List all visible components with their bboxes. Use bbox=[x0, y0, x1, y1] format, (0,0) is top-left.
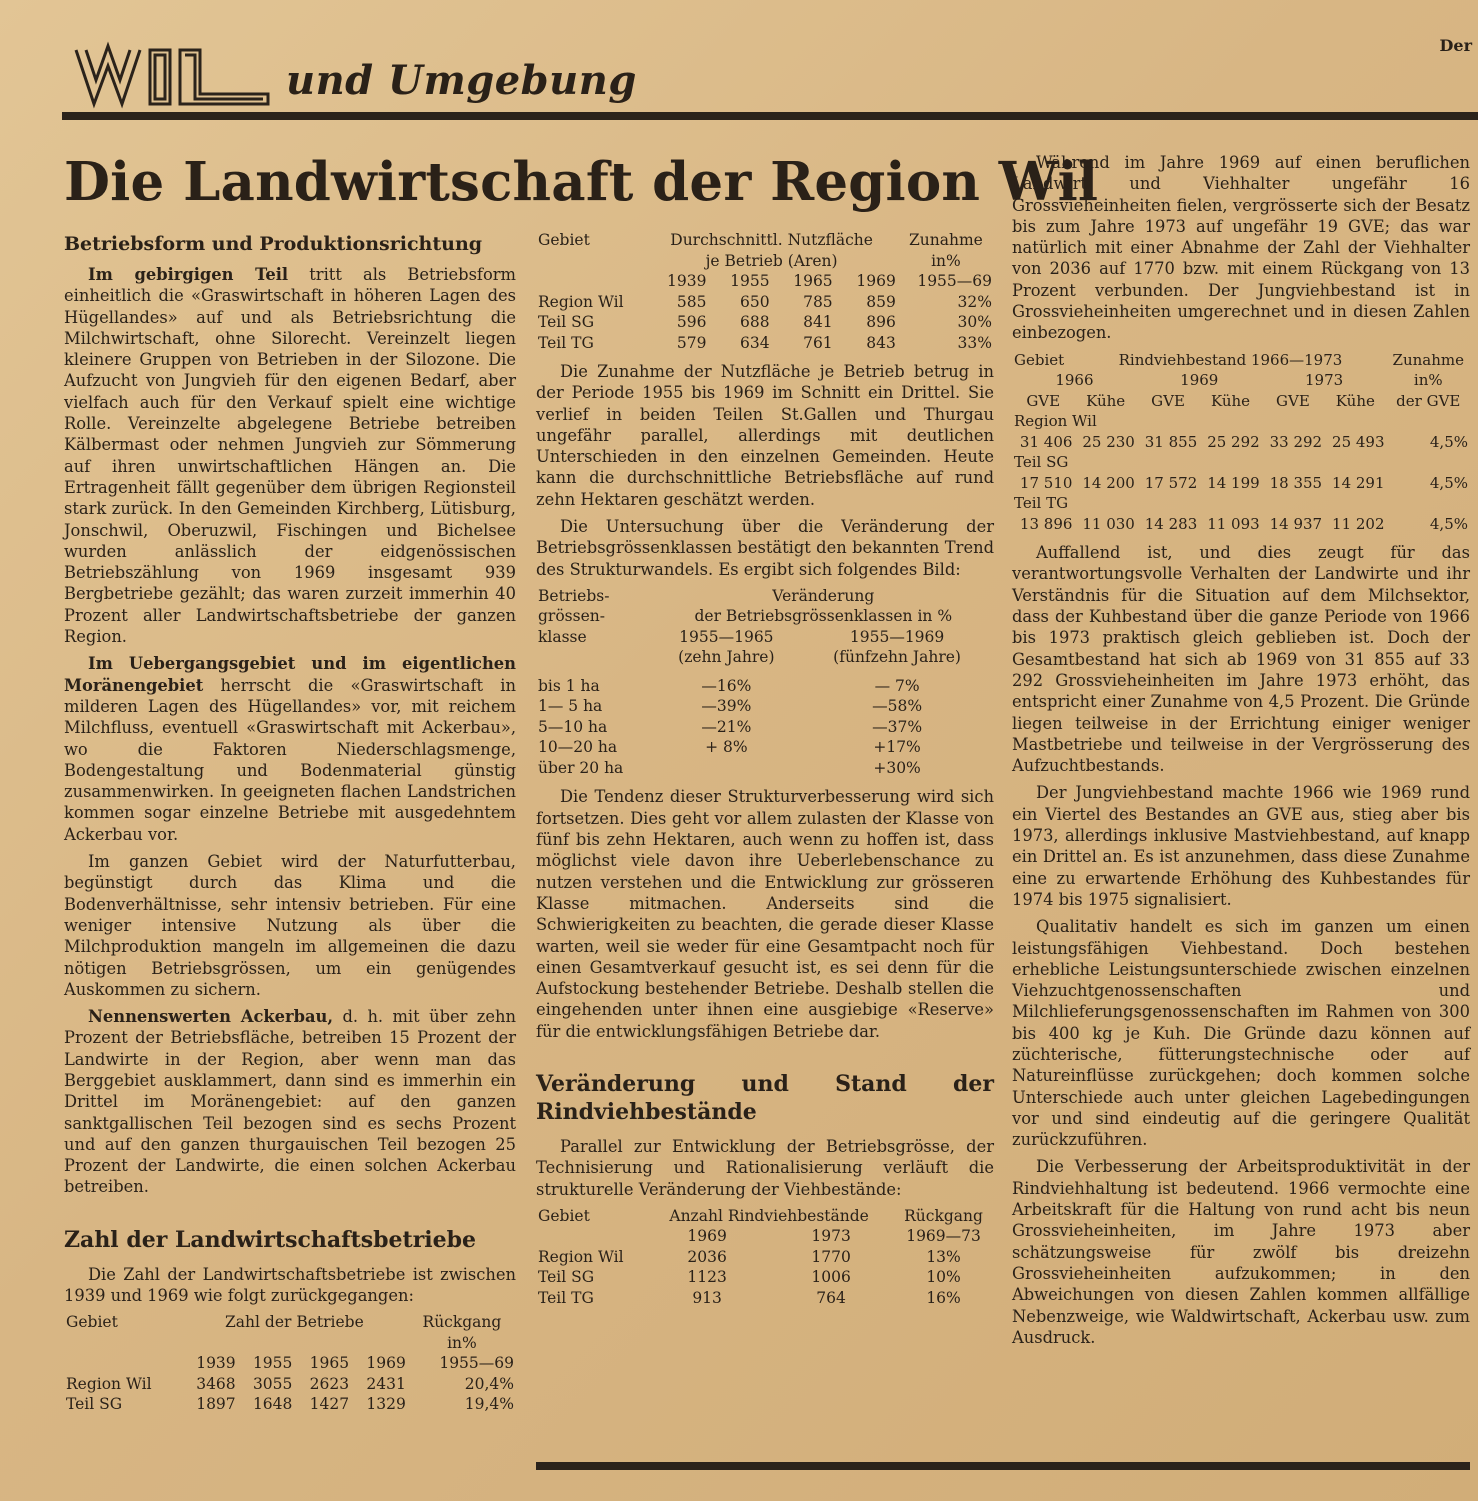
table-header: Zahl der Betriebe bbox=[225, 1313, 364, 1332]
table-row bbox=[64, 1374, 516, 1395]
body-text: tritt als Betriebsform einheitlich die «Graswirtschaft in höheren Lagen des Hügellandes» auf und als Betriebsrichtung die Milchwirtschaft, ohne Silorecht. Vereinzelt liegen kleinere Gruppen von Betrieben in der Silozone. Die Aufzucht von Jungvieh für den eigenen Bedarf, aber vielfach auch für den Verkauf spielt eine wichtige Rolle. Vereinzelte abgelegene Betriebe betreiben Kälbermast oder nehmen Jungvieh zur Sömmerung auf ihren unwirtschaftlichen Hängen an. Die Ertragenheit fällt gegenüber dem übrigen Regionsteil stark zurück. In den Gemeinden Kirchberg, Lütisburg, Jonschwil, Oberuzwil, Fischingen und Bichelsee wurden anlässlich der eidgenössischen Betriebszählung von 1969 insgesamt 939 Bergbetriebe gezählt; das waren zurzeit immerhin 40 Prozent aller Landwirtschaftsbetriebe der ganzen Region. bbox=[64, 265, 516, 647]
bottom-rule bbox=[536, 1462, 1470, 1470]
table-row bbox=[536, 1267, 994, 1288]
table-year: 1969—73 bbox=[906, 1227, 981, 1246]
table-header: GVE bbox=[1151, 391, 1185, 410]
table-header-row bbox=[536, 627, 994, 648]
lead-text: Nennenswerten Ackerbau, bbox=[88, 1007, 334, 1027]
table-cell: 1427 bbox=[309, 1395, 350, 1414]
table-year: 1969 bbox=[856, 272, 896, 290]
table-header: Veränderung bbox=[772, 586, 875, 605]
table-cell: 32% bbox=[957, 292, 992, 311]
table-header-row bbox=[1012, 350, 1470, 371]
table-year: 1939 bbox=[196, 1354, 236, 1373]
table-year: 1973 bbox=[1305, 371, 1344, 390]
spacer bbox=[536, 1048, 994, 1070]
table-header: Durchschnittl. Nutzfläche bbox=[670, 231, 873, 249]
table-header: in% bbox=[447, 1333, 477, 1352]
table-cell: Teil SG bbox=[1014, 453, 1069, 472]
table-cell: 2431 bbox=[366, 1374, 406, 1393]
table-cell: 1006 bbox=[811, 1268, 851, 1287]
table-year: 1966 bbox=[1055, 371, 1094, 390]
table-cell: Teil TG bbox=[538, 333, 594, 352]
table-cell: — 7% bbox=[874, 676, 920, 695]
table-header: der Betriebsgrössenklassen in % bbox=[694, 607, 953, 626]
table-row bbox=[536, 1247, 994, 1268]
table-cell: 688 bbox=[739, 313, 770, 331]
table-cell: 4,5% bbox=[1429, 514, 1468, 533]
table-cell: 1897 bbox=[196, 1395, 236, 1414]
table-cell: 19,4% bbox=[464, 1395, 514, 1414]
corner-text: Der bbox=[1439, 36, 1472, 55]
table-header: in% bbox=[931, 251, 961, 270]
table-row bbox=[536, 333, 994, 354]
table-cell: 14 937 bbox=[1269, 514, 1323, 533]
paragraph: Auffallend ist, und dies zeugt für das verantwortungsvolle Verhalten der Landwirte und ihr Verständnis für die Situation auf dem Milchsektor, dass der Kuhbestand über die ganze Periode von 1966 bis 1973 praktisch gleich geblieben ist. Doch der Gesamtbestand hat sich ab 1969 von 31 855 auf 33 292 Grossvieheinheiten im Jahre 1973 erhöht, das entspricht einer Zunahme von 4,5 Prozent. Die Gründe liegen teilweise in der Errichtung einiger weniger Mastbetriebe und teilweise in der Vergrösserung des Aufzuchtbestands. bbox=[1012, 543, 1470, 776]
heading-rindviehbestaende: Veränderung und Stand der Rindviehbestände bbox=[536, 1071, 994, 1126]
table-header: 1955—1969 bbox=[849, 627, 945, 646]
table-cell: 31 855 bbox=[1144, 432, 1198, 451]
table-cell: 843 bbox=[866, 333, 896, 352]
column-3 bbox=[1012, 152, 1470, 1354]
table-row bbox=[536, 758, 994, 779]
table-cell: 579 bbox=[676, 333, 707, 352]
table-cell: 1770 bbox=[811, 1247, 851, 1266]
table-cell: 11 202 bbox=[1332, 514, 1385, 533]
table-row bbox=[536, 1288, 994, 1309]
column-1 bbox=[64, 232, 516, 1423]
wil-logo bbox=[74, 31, 270, 108]
table-row bbox=[536, 717, 994, 738]
table-cell: Teil SG bbox=[538, 1268, 595, 1287]
table-year: 1955—69 bbox=[917, 272, 992, 290]
paragraph: Im ganzen Gebiet wird der Naturfutterbau, begünstigt durch das Klima und die Bodenverhältnisse, sehr intensiv betrieben. Für eine weniger intensive Nutzung als über die Milchproduktion mangeln im allgemeinen die dazu nötigen Betriebsgrössen, um ein genügendes Auskommen zu sichern. bbox=[64, 852, 516, 999]
table-header: klasse bbox=[538, 627, 587, 646]
table-cell: 14 199 bbox=[1207, 473, 1260, 492]
table-cell: 25 230 bbox=[1082, 432, 1135, 451]
table-cell: 761 bbox=[803, 333, 833, 352]
table-cell: 1648 bbox=[252, 1395, 293, 1414]
table-cell: 3468 bbox=[196, 1374, 236, 1393]
table-row bbox=[536, 292, 994, 313]
table-cell: Teil TG bbox=[538, 1288, 594, 1307]
table-cell: 2036 bbox=[687, 1247, 727, 1266]
table-cell: 18 355 bbox=[1269, 473, 1323, 492]
table-cell: Region Wil bbox=[538, 292, 624, 311]
table-row bbox=[536, 676, 994, 697]
table-row bbox=[1012, 473, 1470, 494]
table-cell: 10% bbox=[926, 1268, 961, 1287]
article-title: Die Landwirtschaft der Region Wil bbox=[64, 151, 1099, 213]
table-cell: 25 292 bbox=[1207, 432, 1260, 451]
table-cell: +17% bbox=[873, 738, 921, 757]
paragraph: Die Zahl der Landwirtschaftsbetriebe ist zwischen 1939 und 1969 wie folgt zurückgegangen: bbox=[64, 1264, 516, 1306]
table-header: der GVE bbox=[1396, 391, 1461, 410]
table-cell: 33% bbox=[957, 333, 992, 352]
section-subtitle: und Umgebung bbox=[286, 57, 637, 104]
table-cell: 33 292 bbox=[1269, 432, 1323, 451]
paragraph bbox=[64, 1006, 516, 1198]
table-header-row bbox=[536, 271, 994, 292]
table-cell: 11 030 bbox=[1082, 514, 1135, 533]
table-cell: 4,5% bbox=[1429, 473, 1468, 492]
table-header: 1955—1965 bbox=[679, 627, 774, 646]
table-year: 1965 bbox=[793, 272, 833, 290]
table-cell: 1329 bbox=[366, 1395, 406, 1414]
table-header: Rindviehbestand 1966—1973 bbox=[1118, 350, 1343, 369]
table-header: Zunahme bbox=[908, 231, 983, 249]
table-cell: Teil SG bbox=[66, 1395, 123, 1414]
table-cell: 785 bbox=[803, 292, 833, 311]
table-row bbox=[536, 737, 994, 758]
table-year: 1955 bbox=[730, 272, 770, 290]
table-rindviehbestand bbox=[1012, 350, 1470, 535]
section-title-text: WIL bbox=[74, 31, 108, 50]
table-cell: 13 896 bbox=[1019, 514, 1073, 533]
table-cell: 585 bbox=[676, 292, 707, 311]
table-header-row bbox=[536, 586, 994, 607]
table-year: 1969 bbox=[687, 1227, 727, 1246]
table-cell: 764 bbox=[816, 1288, 846, 1307]
table-row bbox=[1012, 432, 1470, 453]
table-cell bbox=[653, 758, 801, 779]
table-cell: 17 572 bbox=[1144, 473, 1198, 492]
table-header: Gebiet bbox=[1014, 350, 1065, 369]
paragraph: Der Jungviehbestand machte 1966 wie 1969 rund ein Viertel des Bestandes an GVE aus, stieg aber bis 1973, allerdings inklusive Mastviehbestand, auf knapp ein Drittel an. Es ist anzunehmen, dass diese Zunahme eine zu erwartende Erhöhung des Kuhbestandes für 1974 bis 1975 signalisiert. bbox=[1012, 783, 1470, 909]
table-cell: 2623 bbox=[309, 1374, 350, 1393]
paragraph: Die Verbesserung der Arbeitsproduktivität in der Rindviehhaltung ist bedeutend. 1966 vermochte eine Arbeitskraft für die Haltung von rund acht bis neun Grossvieheinheiten, im Jahre 1973 aber schätzungsweise für zwölf bis dreizehn Grossvieheinheiten aufzukommen; in den Abweichungen von diesen Zahlen kommen allfällige Nebenzweige, wie Waldwirtschaft, Ackerbau usw. zum Ausdruck. bbox=[1012, 1157, 1470, 1347]
table-cell: 17 510 bbox=[1019, 473, 1073, 492]
table-cell: Teil SG bbox=[538, 313, 595, 331]
lead-text: Im gebirgigen Teil bbox=[88, 265, 289, 284]
table-cell: 4,5% bbox=[1429, 432, 1468, 451]
top-rule bbox=[62, 112, 1478, 120]
table-header: Betriebs- bbox=[538, 586, 610, 605]
table-header: Kühe bbox=[1335, 391, 1375, 410]
table-cell: 1— 5 ha bbox=[538, 697, 603, 716]
heading-betriebsform: Betriebsform und Produktionsrichtung bbox=[64, 233, 483, 255]
paragraph: Parallel zur Entwicklung der Betriebsgrösse, der Technisierung und Rationalisierung verläuft die strukturelle Veränderung der Viehbestände: bbox=[536, 1137, 994, 1199]
paragraph bbox=[64, 653, 516, 845]
table-cell: 14 283 bbox=[1144, 514, 1198, 533]
table-header: GVE bbox=[1276, 391, 1310, 410]
table-cell: 14 200 bbox=[1082, 473, 1135, 492]
table-header-row bbox=[536, 251, 994, 272]
table-cell: —16% bbox=[701, 676, 752, 695]
table-header-row bbox=[536, 1226, 994, 1247]
table-row bbox=[64, 1394, 516, 1415]
table-header: Rückgang bbox=[422, 1313, 502, 1332]
table-header: Rückgang bbox=[904, 1206, 983, 1225]
table-zahl-betriebe bbox=[64, 1312, 516, 1415]
paragraph: Die Tendenz dieser Strukturverbesserung wird sich fortsetzen. Dies geht vor allem zulasten der Klasse von fünf bis zehn Hektaren, auch wenn zu hoffen ist, dass möglichst viele davon ihre Ueberlebenschance zu nutzen verstehen und die Entwicklung zur grösseren Klasse mitmachen. Anderseits sind die Schwierigkeiten zu beachten, die gerade dieser Klasse warten, weil sie weder für eine Gesamtpacht noch für einen Gesamtverkauf gesucht ist, es sei denn für die Aufstockung bestehender Betriebe. Deshalb stellen die eingehenden unter ihnen eine ausgiebige «Reserve» für die entwicklungsfähigen Betriebe dar. bbox=[536, 787, 994, 1041]
paragraph: Die Zunahme der Nutzfläche je Betrieb betrug in der Periode 1955 bis 1969 im Schnitt ein Drittel. Sie verlief in beiden Teilen St.Gallen und Thurgau ungefähr parallel, allerdings mit deutlichen Unterschieden in den einzelnen Gemeinden. Heute kann die durchschnittliche Betriebsfläche auf rund zehn Hektaren geschätzt werden. bbox=[536, 362, 994, 509]
table-cell: 25 493 bbox=[1332, 432, 1385, 451]
table-cell: 896 bbox=[866, 313, 896, 331]
table-cell: +30% bbox=[873, 758, 921, 777]
table-header-row bbox=[536, 606, 994, 627]
table-header-row bbox=[1012, 391, 1470, 412]
table-row bbox=[1012, 411, 1470, 432]
table-cell: 650 bbox=[739, 292, 770, 311]
table-year: 1973 bbox=[811, 1227, 851, 1246]
table-cell: Region Wil bbox=[538, 1247, 624, 1266]
table-header-row bbox=[536, 230, 994, 251]
table-row bbox=[536, 312, 994, 333]
paragraph: Während im Jahre 1969 auf einen beruflichen Landwirt und Viehhalter ungefähr 16 Grossvieheinheiten fielen, vergrösserte sich der Besatz bis zum Jahre 1973 auf ungefähr 19 GVE; das war natürlich mit einer Abnahme der Zahl der Viehhalter von 2036 auf 1770 bzw. mit einem Rückgang von 13 Prozent verbunden. Der Jungviehbestand ist in Grossvieheinheiten umgerechnet und in diesen Zahlen einbezogen. bbox=[1012, 153, 1470, 343]
table-header: Anzahl Rindviehbestände bbox=[669, 1206, 869, 1225]
table-cell: 3055 bbox=[252, 1374, 293, 1393]
table-header: Zunahme bbox=[1392, 350, 1464, 369]
table-cell: —21% bbox=[701, 717, 752, 736]
table-cell: 16% bbox=[926, 1288, 961, 1307]
lead-text: Im Uebergangsgebiet und im eigentlichen Moränengebiet bbox=[64, 654, 516, 695]
table-header: je Betrieb (Aren) bbox=[705, 251, 838, 270]
heading-zahl-betriebe: Zahl der Landwirtschaftsbetriebe bbox=[64, 1226, 477, 1253]
table-cell: bis 1 ha bbox=[538, 676, 600, 695]
table-row bbox=[1012, 452, 1470, 473]
table-cell: 5—10 ha bbox=[538, 717, 608, 736]
section-masthead bbox=[74, 31, 637, 108]
table-header: GVE bbox=[1026, 391, 1061, 410]
paragraph bbox=[64, 264, 516, 647]
table-header: Kühe bbox=[1210, 391, 1251, 410]
table-header-row bbox=[536, 1206, 994, 1227]
column-2 bbox=[536, 228, 994, 1316]
table-groessenklassen bbox=[536, 586, 994, 779]
paragraph: Die Untersuchung über die Veränderung der Betriebsgrössenklassen bestätigt den bekannten Trend des Strukturwandels. Es ergibt sich folgendes Bild: bbox=[536, 517, 994, 579]
table-header: Gebiet bbox=[538, 231, 590, 249]
table-header-row bbox=[64, 1353, 516, 1374]
table-cell: 11 093 bbox=[1207, 514, 1260, 533]
table-cell: 913 bbox=[692, 1288, 722, 1307]
spacer bbox=[64, 1204, 516, 1226]
table-cell: 1123 bbox=[687, 1268, 727, 1287]
table-cell: 13% bbox=[926, 1247, 961, 1266]
table-header: Gebiet bbox=[538, 1206, 590, 1225]
table-header: grössen- bbox=[538, 607, 605, 626]
table-header-row bbox=[536, 647, 994, 668]
table-header: (zehn Jahre) bbox=[678, 648, 775, 667]
table-cell: 10—20 ha bbox=[538, 738, 618, 757]
table-header: Kühe bbox=[1086, 391, 1126, 410]
table-year: 1955—69 bbox=[439, 1354, 514, 1373]
table-cell: —39% bbox=[701, 697, 752, 716]
table-cell: über 20 ha bbox=[538, 758, 624, 777]
body-text: d. h. mit über zehn Prozent der Betriebsfläche, betreiben 15 Prozent der Landwirte in der Region, aber wenn man das Berggebiet ausklammert, dann sind es immerhin ein Drittel im Moränengebiet: auf den ganzen sanktgallischen Teil bezogen sind es sechs Prozent und auf den ganzen thurgauischen Teil bezogen 25 Prozent der Landwirte, die einen solchen Ackerbau betreiben. bbox=[64, 1007, 516, 1197]
table-header-row bbox=[64, 1312, 516, 1333]
table-year: 1969 bbox=[366, 1354, 406, 1373]
body-text: herrscht die «Graswirtschaft in milderen Lagen des Hügellandes» vor, mit reichem Milchfluss, eventuell «Graswirtschaft mit Ackerbau», wo die Faktoren Niederschlagsmenge, Bodengestaltung und Bodenmaterial günstig zusammenwirken. In geeigneten flachen Landstrichen kommen sogar einzelne Betriebe mit ausgedehntem Ackerbau vor. bbox=[64, 675, 516, 844]
table-rindviehbestaende bbox=[536, 1206, 994, 1309]
table-row bbox=[1012, 514, 1470, 535]
table-cell: Teil TG bbox=[1014, 494, 1069, 513]
table-cell: 20,4% bbox=[464, 1374, 514, 1393]
table-year: 1955 bbox=[252, 1354, 293, 1373]
table-cell: Region Wil bbox=[66, 1374, 152, 1393]
table-year: 1939 bbox=[667, 272, 707, 290]
table-cell: 596 bbox=[676, 313, 707, 331]
table-header: in% bbox=[1413, 371, 1443, 390]
table-cell: 14 291 bbox=[1332, 473, 1385, 492]
table-nutzflaeche bbox=[536, 230, 994, 353]
table-cell: 841 bbox=[803, 313, 833, 331]
table-cell: —37% bbox=[872, 717, 923, 736]
table-cell: + 8% bbox=[705, 738, 748, 757]
table-cell: 31 406 bbox=[1019, 432, 1073, 451]
table-year: 1969 bbox=[1180, 371, 1219, 390]
table-cell: 634 bbox=[739, 333, 770, 352]
table-year: 1965 bbox=[309, 1354, 350, 1373]
table-cell: —58% bbox=[872, 697, 923, 716]
paragraph: Qualitativ handelt es sich im ganzen um einen leistungsfähigen Viehbestand. Doch bestehen erhebliche Leistungsunterschiede zwischen einzelnen Viehzuchtgenossenschaften und Milchlieferungsgenossenschaften im Rahmen von 300 bis 400 kg je Kuh. Die Gründe dazu können auf züchterische, fütterungstechnische oder auf Natureinflüsse zurückgehen; doch kommen solche Unterschiede auch unter gleichen Lagebedingungen vor und sind eindeutig auf die geringere Qualität zurückzuführen. bbox=[1012, 917, 1470, 1150]
table-cell: 30% bbox=[957, 313, 992, 331]
table-header: (fünfzehn Jahre) bbox=[833, 648, 961, 667]
table-cell: 859 bbox=[866, 292, 896, 311]
table-header-row bbox=[64, 1333, 516, 1354]
table-cell: Region Wil bbox=[1014, 412, 1097, 431]
table-header-row bbox=[1012, 370, 1470, 391]
table-header: Gebiet bbox=[66, 1313, 118, 1332]
table-row bbox=[536, 696, 994, 717]
table-row bbox=[1012, 493, 1470, 514]
